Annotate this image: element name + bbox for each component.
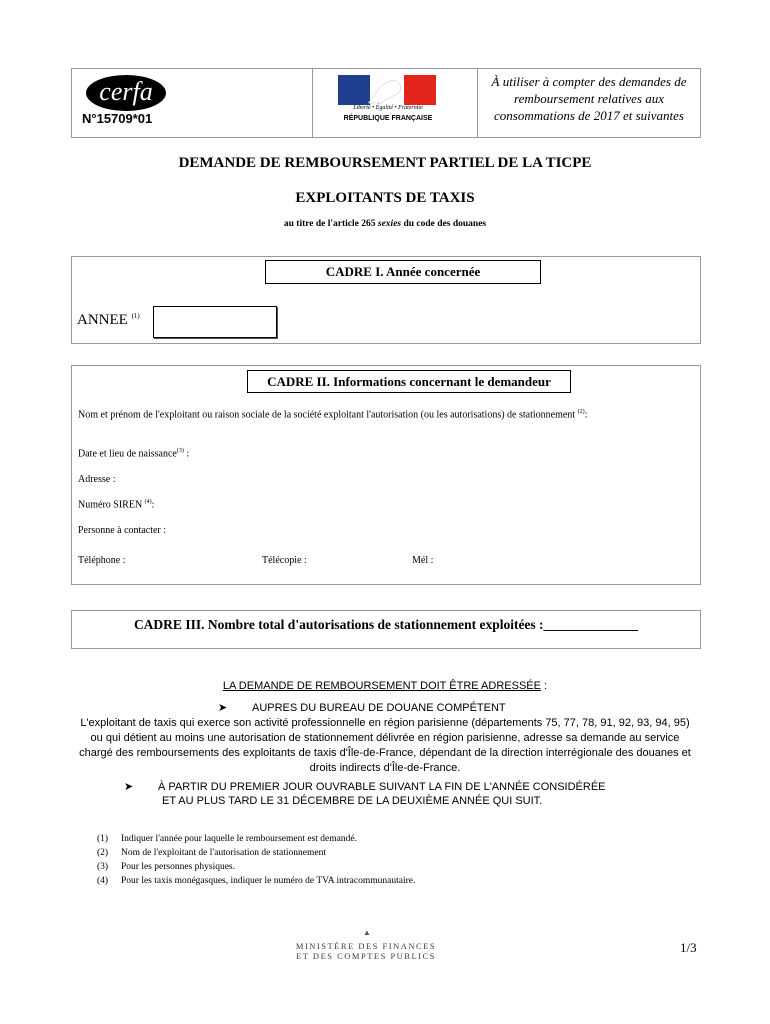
cadre-1 xyxy=(71,256,701,344)
bullet-bureau-text: AUPRES DU BUREAU DE DOUANE COMPÉTENT xyxy=(252,702,506,714)
footnote xyxy=(97,834,357,844)
footnote xyxy=(97,862,235,872)
footnote-text: Pour les personnes physiques. xyxy=(121,862,235,872)
ministry-line-1: MINISTÈRE DES FINANCES xyxy=(295,941,437,951)
arrow-bullet-icon: ➤ xyxy=(124,781,134,793)
form-subtitle: EXPLOITANTS DE TAXIS xyxy=(295,190,475,206)
bullet-bureau xyxy=(218,701,506,714)
date-label: Date et lieu de naissance xyxy=(78,448,177,460)
footnote-number: (4) xyxy=(97,876,109,886)
annee-label xyxy=(77,312,140,329)
cerfa-number: N°15709*01 xyxy=(82,111,153,126)
article-italic: sexies xyxy=(377,219,402,229)
article-suffix: du code des douanes xyxy=(401,219,487,229)
article-reference xyxy=(0,219,770,229)
ministry-emblem-icon: ▲ xyxy=(363,928,371,937)
address-heading xyxy=(0,680,770,692)
header-box xyxy=(71,68,701,138)
nom-label: Nom et prénom de l'exploitant ou raison sociale de la société exploitant l'autorisation (ou les autorisations) de stationnement xyxy=(78,409,576,421)
cadre-2-title: CADRE II. Informations concernant le demandeur xyxy=(247,370,571,393)
nom-ref: (2) xyxy=(577,409,585,415)
bullet-delai-text: À PARTIR DU PREMIER JOUR OUVRABLE SUIVANT LA FIN DE L'ANNÉE CONSIDÉRÉE xyxy=(158,781,606,793)
email-field[interactable]: Mél : xyxy=(412,555,434,566)
footnote xyxy=(97,876,415,886)
nom-field[interactable]: Nom et prénom de l'exploitant ou raison sociale de la société exploitant l'autorisation (ou les autorisations) de stationnement $^{(2)}$: xyxy=(78,409,588,421)
cadre-3 xyxy=(71,610,701,649)
autorisations-count-field[interactable]: CADRE III. Nombre total d'autorisations de stationnement exploitées :______________ xyxy=(133,617,639,632)
telephone-field[interactable]: Téléphone : xyxy=(78,555,126,566)
birth-field[interactable]: Date et lieu de naissance$^{(3)}$ : xyxy=(78,448,190,460)
annee-input[interactable] xyxy=(153,306,277,338)
address-paragraph: L'exploitant de taxis qui exerce son activité professionnelle en région parisienne (départements 75, 77, 78, 91, 92, 93, 94, 95) ou qui détient au moins une autorisation de stationnement délivrée en région parisienne, adresse sa demande au service chargé des remboursements des exploitants de taxis d'Île-de-France, dépendant de la direction interrégionale des douanes et droits indirects d'Île-de-France. xyxy=(79,717,691,774)
date-ref: (3) xyxy=(176,448,184,454)
form-title: DEMANDE DE REMBOURSEMENT PARTIEL DE LA TICPE xyxy=(178,155,592,171)
siren-label: Numéro SIREN xyxy=(78,499,143,511)
footnote-text: Nom de l'exploitant de l'autorisation de stationnement xyxy=(121,848,326,858)
contact-field[interactable]: Personne à contacter : xyxy=(78,525,167,536)
siren-ref: (4) xyxy=(144,499,152,505)
address-heading-suffix: : xyxy=(540,680,548,692)
cadre-2 xyxy=(71,365,701,585)
cerfa-logo: cerfa xyxy=(86,75,166,111)
footnote-number: (1) xyxy=(97,834,109,844)
bullet-delai xyxy=(124,780,606,793)
cadre-1-title: CADRE I. Année concernée xyxy=(265,260,541,284)
rf-motto: Liberté • Égalité • Fraternité xyxy=(353,105,423,111)
annee-ref: (1) xyxy=(131,312,140,320)
address-heading-text: LA DEMANDE DE REMBOURSEMENT DOIT ÊTRE ADRESSÉE xyxy=(222,680,541,692)
footnote-number: (2) xyxy=(97,848,109,858)
marianne-logo xyxy=(338,75,436,105)
usage-note: À utiliser à compter des demandes de remboursement relatives aux consommations de 2017 et suivantes xyxy=(491,74,687,123)
rf-name: RÉPUBLIQUE FRANÇAISE xyxy=(343,115,433,122)
footnote-text: Indiquer l'année pour laquelle le remboursement est demandé. xyxy=(121,834,357,844)
siren-field[interactable]: Numéro SIREN $^{(4)}$: xyxy=(78,499,155,511)
footnote-number: (3) xyxy=(97,862,109,872)
footnote xyxy=(97,848,326,858)
adresse-field[interactable]: Adresse : xyxy=(78,474,116,485)
header-divider xyxy=(312,69,313,137)
article-prefix: au titre de l'article 265 xyxy=(283,219,378,229)
arrow-bullet-icon: ➤ xyxy=(218,702,228,714)
header-divider xyxy=(477,69,478,137)
bullet-delai-line2: ET AU PLUS TARD LE 31 DÉCEMBRE DE LA DEUXIÈME ANNÉE QUI SUIT. xyxy=(162,795,543,807)
page-number: 1/3 xyxy=(680,940,697,955)
annee-text: ANNEE xyxy=(77,312,128,328)
ministry-logo xyxy=(276,941,456,961)
fax-field[interactable]: Télécopie : xyxy=(262,555,307,566)
footnote-text: Pour les taxis monégasques, indiquer le numéro de TVA intracommunautaire. xyxy=(121,876,416,886)
ministry-line-2: ET DES COMPTES PUBLICS xyxy=(296,951,436,961)
